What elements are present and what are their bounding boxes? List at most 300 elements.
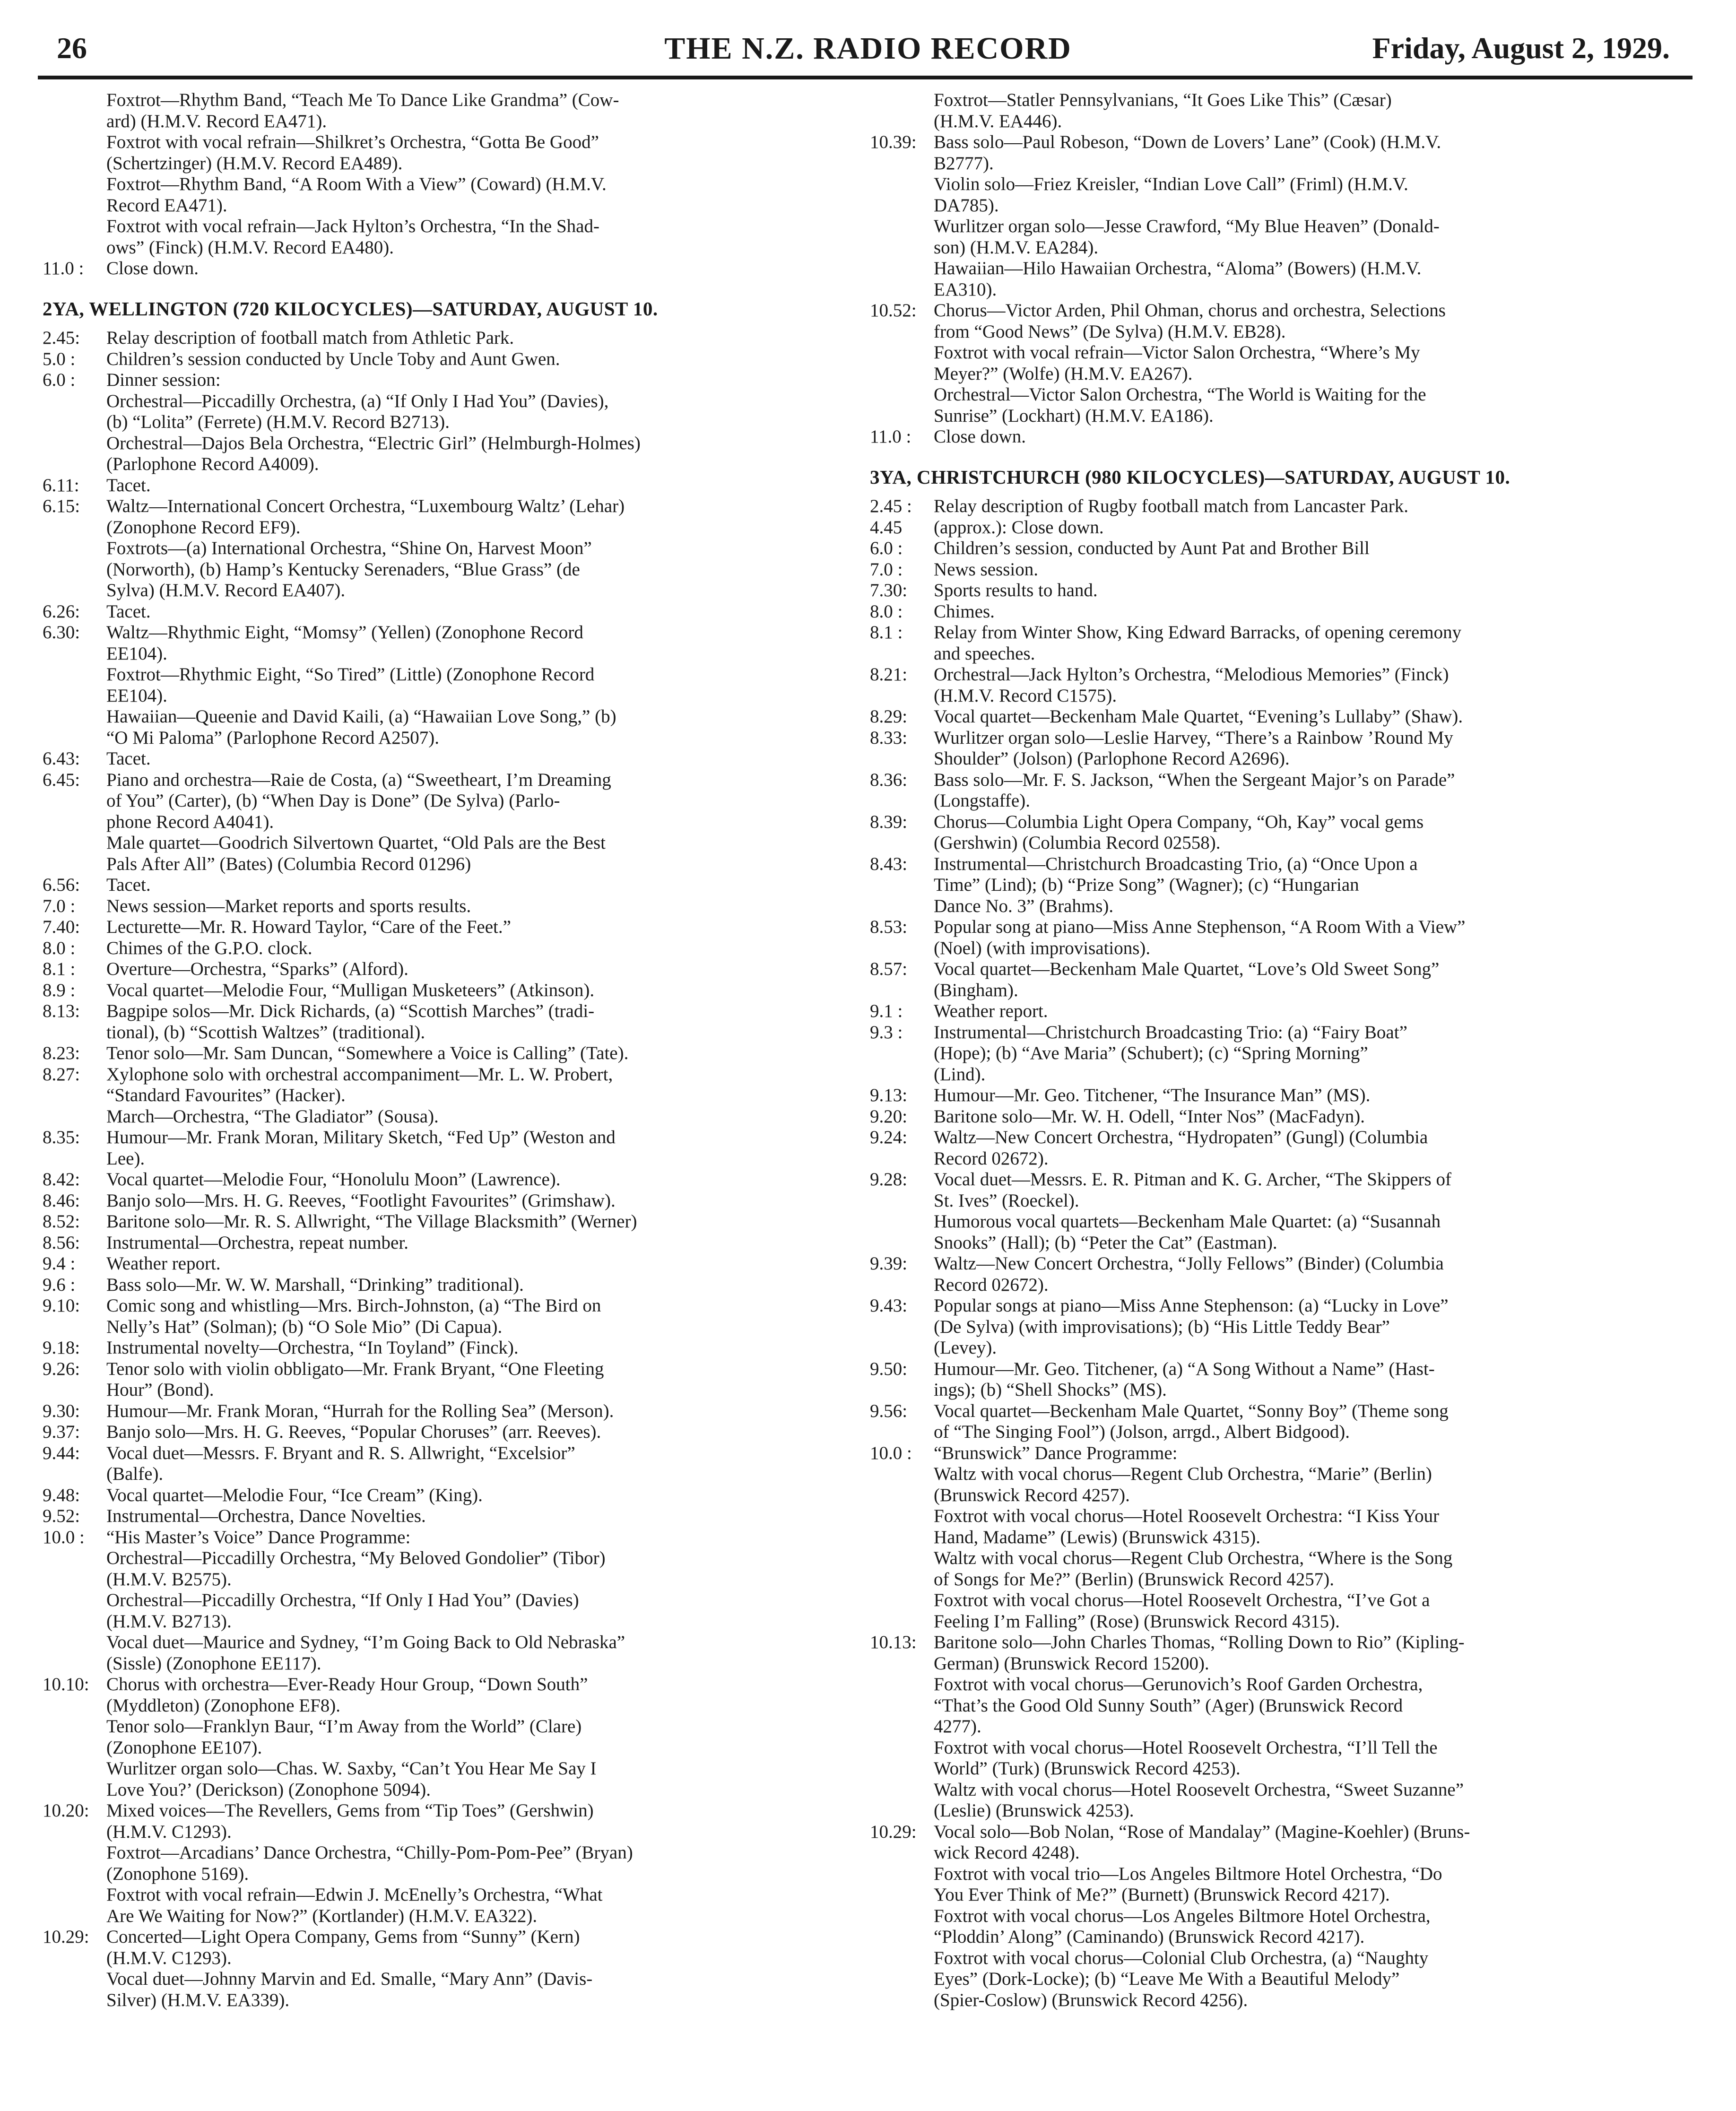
programme-line: Hawaiian—Hilo Hawaiian Orchestra, “Aloma” (Bowers) (H.M.V.	[934, 258, 1422, 278]
programme-line: Foxtrot—Rhythm Band, “Teach Me To Dance Like Grandma” (Cow-	[106, 90, 619, 110]
programme-entry	[870, 1085, 1669, 1106]
programme-entry	[43, 1927, 842, 1969]
programme-item	[106, 1485, 842, 1506]
station-heading: 2YA, WELLINGTON (720 KILOCYCLES)—SATURDAY, AUGUST 10.	[43, 297, 658, 320]
programme-line: Vocal quartet—Beckenham Male Quartet, “Evening’s Lullaby” (Shaw).	[934, 706, 1463, 727]
programme-line: Tenor solo with violin obbligato—Mr. Frank Bryant, “One Fleeting	[106, 1358, 604, 1379]
programme-line: Are We Waiting for Now?” (Kortlander) (H.M.V. EA322).	[106, 1905, 538, 1926]
programme-time	[43, 664, 106, 706]
programme-line: Humour—Mr. Geo. Titchener, (a) “A Song Without a Name” (Hast-	[934, 1358, 1435, 1379]
programme-time: 8.29:	[870, 706, 908, 727]
programme-time: 7.40:	[43, 917, 80, 937]
programme-time	[43, 1885, 106, 1927]
programme-line: (Zonophone Record EF9).	[106, 517, 301, 538]
programme-entry	[43, 1106, 842, 1128]
programme-time: 6.15:	[43, 496, 80, 516]
programme-entry	[870, 1906, 1669, 1948]
programme-item	[934, 1632, 1669, 1674]
programme-entry	[43, 1001, 842, 1043]
programme-entry	[870, 917, 1669, 959]
programme-time: 8.53:	[870, 917, 908, 937]
programme-item	[106, 875, 842, 896]
programme-line: Record 02672).	[934, 1274, 1049, 1295]
programme-item	[934, 1001, 1669, 1022]
publication-title: THE N.Z. RADIO RECORD	[664, 31, 1072, 66]
programme-item	[934, 1548, 1669, 1590]
programme-line: Relay description of Rugby football match from Lancaster Park.	[934, 496, 1408, 516]
programme-item	[106, 258, 842, 279]
programme-item	[934, 1506, 1669, 1548]
programme-line: Baritone solo—John Charles Thomas, “Rolling Down to Rio” (Kipling-	[934, 1632, 1465, 1652]
programme-item	[934, 812, 1669, 854]
programme-line: Humour—Mr. Frank Moran, Military Sketch, “Fed Up” (Weston and	[106, 1127, 616, 1147]
programme-item	[106, 1758, 842, 1800]
programme-line: Vocal solo—Bob Nolan, “Rose of Mandalay” (Magine-Koehler) (Bruns-	[934, 1821, 1470, 1842]
programme-item	[934, 426, 1669, 448]
programme-line: tional), (b) “Scottish Waltzes” (traditional).	[106, 1022, 425, 1042]
programme-item	[106, 216, 842, 258]
programme-line: Close down.	[934, 426, 1026, 447]
programme-entry	[43, 1359, 842, 1401]
programme-entry	[870, 258, 1669, 300]
programme-item	[106, 1632, 842, 1674]
programme-item	[934, 1022, 1669, 1086]
programme-time: 9.50:	[870, 1358, 908, 1379]
programme-line: EE104).	[106, 685, 167, 706]
programme-line: Piano and orchestra—Raie de Costa, (a) “Sweetheart, I’m Dreaming	[106, 769, 611, 790]
programme-line: Foxtrot with vocal trio—Los Angeles Biltmore Hotel Orchestra, “Do	[934, 1863, 1442, 1884]
programme-item	[106, 1716, 842, 1758]
programme-item	[106, 896, 842, 917]
programme-entry	[870, 770, 1669, 812]
programme-line: Children’s session, conducted by Aunt Pat and Brother Bill	[934, 538, 1370, 558]
programme-line: Children’s session conducted by Uncle Toby and Aunt Gwen.	[106, 348, 560, 369]
programme-line: Orchestral—Jack Hylton’s Orchestra, “Melodious Memories” (Finck)	[934, 664, 1449, 685]
programme-line: News session.	[934, 559, 1038, 580]
programme-line: Waltz with vocal chorus—Hotel Roosevelt Orchestra, “Sweet Suzanne”	[934, 1779, 1464, 1800]
programme-line: Close down.	[106, 258, 199, 278]
programme-time: 6.0 :	[870, 538, 903, 558]
programme-line: Vocal quartet—Beckenham Male Quartet, “Love’s Old Sweet Song”	[934, 959, 1440, 979]
programme-entry	[870, 538, 1669, 559]
programme-entry	[870, 517, 1669, 539]
programme-entry	[870, 1359, 1669, 1401]
programme-time: 10.52:	[870, 300, 917, 321]
programme-time	[43, 833, 106, 875]
programme-time: 8.1 :	[43, 959, 76, 979]
programme-line: Chorus with orchestra—Ever-Ready Hour Group, “Down South”	[106, 1674, 588, 1694]
programme-time: 4.45	[870, 517, 903, 538]
programme-time: 8.0 :	[870, 601, 903, 622]
programme-line: Instrumental—Christchurch Broadcasting Trio: (a) “Fairy Boat”	[934, 1022, 1407, 1042]
programme-item	[106, 622, 842, 664]
programme-item	[934, 1674, 1669, 1737]
programme-entry	[43, 1885, 842, 1927]
programme-entry	[870, 580, 1669, 601]
programme-line: (Hope); (b) “Ave Maria” (Schubert); (c) “Spring Morning”	[934, 1043, 1368, 1063]
programme-line: March—Orchestra, “The Gladiator” (Sousa).	[106, 1106, 439, 1127]
programme-item	[106, 601, 842, 623]
programme-line: World” (Turk) (Brunswick Record 4253).	[934, 1758, 1241, 1779]
programme-time: 9.28:	[870, 1169, 908, 1190]
programme-line: Bass solo—Mr. W. W. Marshall, “Drinking” traditional).	[106, 1274, 524, 1295]
programme-time	[43, 1716, 106, 1758]
programme-line: Instrumental—Christchurch Broadcasting Trio, (a) “Once Upon a	[934, 853, 1418, 874]
programme-line: Banjo solo—Mrs. H. G. Reeves, “Popular Choruses” (arr. Reeves).	[106, 1422, 601, 1442]
programme-line: (H.M.V. B2575).	[106, 1569, 232, 1590]
programme-entry	[870, 1822, 1669, 1864]
programme-item	[106, 1401, 842, 1422]
programme-line: Vocal quartet—Melodie Four, “Honolulu Moon” (Lawrence).	[106, 1169, 561, 1190]
programme-time: 9.6 :	[43, 1274, 76, 1295]
programme-line: Lecturette—Mr. R. Howard Taylor, “Care of the Feet.”	[106, 917, 511, 937]
programme-line: Pals After All” (Bates) (Columbia Record 01296)	[106, 853, 471, 874]
programme-item	[106, 475, 842, 496]
programme-line: from “Good News” (De Sylva) (H.M.V. EB28).	[934, 321, 1286, 342]
programme-entry	[43, 938, 842, 959]
programme-item	[106, 1169, 842, 1190]
programme-item	[106, 748, 842, 770]
programme-time: 6.43:	[43, 748, 80, 769]
programme-entry	[870, 1864, 1669, 1906]
programme-item	[934, 1295, 1669, 1359]
programme-time: 8.0 :	[43, 938, 76, 958]
programme-line: Waltz—International Concert Orchestra, “Luxembourg Waltz’ (Lehar)	[106, 496, 625, 516]
programme-line: (Zonophone 5169).	[106, 1863, 249, 1884]
programme-time: 8.35:	[43, 1127, 80, 1147]
programme-item	[934, 622, 1669, 664]
programme-time: 9.39:	[870, 1253, 908, 1274]
programme-line: (H.M.V. C1293).	[106, 1821, 232, 1842]
programme-item	[934, 1359, 1669, 1401]
programme-time: 8.9 :	[43, 980, 76, 1000]
programme-item	[934, 580, 1669, 601]
programme-entry	[43, 917, 842, 938]
programme-line: ings); (b) “Shell Shocks” (MS).	[934, 1380, 1167, 1400]
programme-line: Waltz—New Concert Orchestra, “Jolly Fellows” (Binder) (Columbia	[934, 1253, 1444, 1274]
programme-time: 9.52:	[43, 1506, 80, 1526]
programme-time: 8.57:	[870, 959, 908, 979]
programme-time: 10.13:	[870, 1632, 917, 1652]
programme-line: Humour—Mr. Frank Moran, “Hurrah for the Rolling Sea” (Merson).	[106, 1400, 614, 1421]
programme-line: Snooks” (Hall); (b) “Peter the Cat” (Eastman).	[934, 1232, 1277, 1253]
programme-item	[934, 1211, 1669, 1253]
programme-time	[870, 216, 934, 258]
programme-entry	[870, 174, 1669, 216]
programme-line: Tacet.	[106, 748, 151, 769]
programme-line: DA785).	[934, 195, 999, 216]
programme-time	[870, 258, 934, 300]
programme-line: Foxtrot—Rhythmic Eight, “So Tired” (Little) (Zonophone Record	[106, 664, 595, 685]
programme-time	[870, 1590, 934, 1632]
programme-entry	[43, 959, 842, 980]
programme-entry	[43, 90, 842, 132]
programme-line: Vocal duet—Maurice and Sydney, “I’m Going Back to Old Nebraska”	[106, 1632, 625, 1652]
programme-item	[934, 959, 1669, 1001]
programme-entry	[870, 342, 1669, 384]
programme-entry	[43, 258, 842, 279]
programme-entry	[870, 496, 1669, 517]
programme-line: ard) (H.M.V. Record EA471).	[106, 111, 327, 131]
programme-line: Foxtrot—Rhythm Band, “A Room With a View” (Coward) (H.M.V.	[106, 174, 607, 194]
programme-line: Foxtrot with vocal refrain—Edwin J. McEnelly’s Orchestra, “What	[106, 1885, 603, 1905]
programme-line: Sylva) (H.M.V. Record EA407).	[106, 580, 346, 600]
programme-entry	[870, 1211, 1669, 1253]
programme-entry	[43, 370, 842, 391]
programme-entry	[870, 559, 1669, 581]
programme-time: 9.13:	[870, 1085, 908, 1105]
programme-line: St. Ives” (Roeckel).	[934, 1190, 1079, 1211]
programme-item	[934, 1085, 1669, 1106]
programme-line: Nelly’s Hat” (Solman); (b) “O Sole Mio” (Di Capua).	[106, 1316, 503, 1337]
programme-line: “Standard Favourites” (Hacker).	[106, 1085, 346, 1105]
programme-entry	[43, 1548, 842, 1590]
programme-item	[106, 538, 842, 601]
programme-item	[106, 664, 842, 706]
programme-line: Instrumental—Orchestra, repeat number.	[106, 1232, 408, 1253]
programme-entry	[43, 622, 842, 664]
programme-line: Baritone solo—Mr. W. H. Odell, “Inter Nos” (MacFadyn).	[934, 1106, 1365, 1127]
programme-line: Waltz with vocal chorus—Regent Club Orchestra, “Where is the Song	[934, 1548, 1453, 1568]
programme-entry	[870, 812, 1669, 854]
programme-item	[106, 833, 842, 875]
programme-line: Foxtrot with vocal chorus—Los Angeles Biltmore Hotel Orchestra,	[934, 1905, 1431, 1926]
programme-line: Foxtrot with vocal chorus—Gerunovich’s Roof Garden Orchestra,	[934, 1674, 1423, 1694]
programme-entry	[43, 1127, 842, 1169]
programme-entry	[870, 1674, 1669, 1737]
programme-line: Wurlitzer organ solo—Leslie Harvey, “There’s a Rainbow ’Round My	[934, 727, 1453, 748]
programme-time	[870, 1737, 934, 1780]
programme-line: Bagpipe solos—Mr. Dick Richards, (a) “Scottish Marches” (tradi-	[106, 1001, 595, 1021]
programme-line: Chorus—Columbia Light Opera Company, “Oh, Kay” vocal gems	[934, 811, 1424, 832]
programme-time: 9.30:	[43, 1400, 80, 1421]
programme-line: Bass solo—Paul Robeson, “Down de Lovers’ Lane” (Cook) (H.M.V.	[934, 132, 1441, 152]
programme-line: Hawaiian—Queenie and David Kaili, (a) “Hawaiian Love Song,” (b)	[106, 706, 616, 727]
programme-time: 10.39:	[870, 132, 917, 152]
programme-line: Vocal duet—Johnny Marvin and Ed. Smalle, “Mary Ann” (Davis-	[106, 1969, 593, 1989]
programme-line: Time” (Lind); (b) “Prize Song” (Wagner); (c) “Hungarian	[934, 875, 1359, 895]
programme-line: (Norworth), (b) Hamp’s Kentucky Serenaders, “Blue Grass” (de	[106, 559, 580, 580]
programme-time	[43, 1632, 106, 1674]
programme-line: Vocal duet—Messrs. F. Bryant and R. S. Allwright, “Excelsior”	[106, 1442, 575, 1463]
programme-time: 9.4 :	[43, 1253, 76, 1274]
programme-line: Instrumental novelty—Orchestra, “In Toyland” (Finck).	[106, 1338, 519, 1358]
programme-entry	[43, 391, 842, 433]
programme-time	[43, 216, 106, 258]
programme-time	[870, 1780, 934, 1822]
programme-line: Baritone solo—Mr. R. S. Allwright, “The Village Blacksmith” (Werner)	[106, 1211, 637, 1232]
programme-entry	[43, 1338, 842, 1359]
programme-entry	[43, 1716, 842, 1758]
programme-line: (H.M.V. Record C1575).	[934, 685, 1117, 706]
programme-entry	[870, 426, 1669, 448]
programme-item	[106, 917, 842, 938]
programme-time	[870, 1948, 934, 2011]
programme-time	[870, 90, 934, 132]
programme-time: 2.45 :	[870, 496, 912, 516]
programme-time: 8.46:	[43, 1190, 80, 1211]
programme-line: Record 02672).	[934, 1148, 1049, 1169]
programme-item	[934, 1590, 1669, 1632]
programme-entry	[43, 748, 842, 770]
programme-line: Waltz with vocal chorus—Regent Club Orchestra, “Marie” (Berlin)	[934, 1464, 1432, 1484]
header-rule	[38, 76, 1693, 79]
programme-line: Love You?’ (Derickson) (Zonophone 5094).	[106, 1779, 431, 1800]
programme-item	[934, 1106, 1669, 1128]
programme-line: Wurlitzer organ solo—Chas. W. Saxby, “Can’t You Hear Me Say I	[106, 1758, 597, 1779]
programme-item	[106, 1295, 842, 1338]
programme-item	[934, 1253, 1669, 1295]
programme-line: (Levey).	[934, 1338, 997, 1358]
programme-item	[934, 1464, 1669, 1506]
programme-entry	[43, 1758, 842, 1800]
programme-line: Record EA471).	[106, 195, 227, 216]
programme-time: 10.29:	[43, 1927, 89, 1947]
programme-time	[43, 90, 106, 132]
programme-line: Chimes of the G.P.O. clock.	[106, 938, 312, 958]
programme-time: 9.1 :	[870, 1001, 903, 1021]
programme-item	[106, 1590, 842, 1632]
programme-time: 7.0 :	[870, 559, 903, 580]
programme-line: son) (H.M.V. EA284).	[934, 237, 1099, 258]
programme-time	[870, 174, 934, 216]
programme-item	[106, 1275, 842, 1296]
programme-item	[106, 1190, 842, 1212]
programme-line: of Songs for Me?” (Berlin) (Brunswick Record 4257).	[934, 1569, 1334, 1590]
programme-line: EE104).	[106, 643, 167, 664]
programme-item	[106, 1338, 842, 1359]
programme-item	[106, 1043, 842, 1064]
programme-time: 6.45:	[43, 769, 80, 790]
programme-entry	[870, 1464, 1669, 1506]
programme-item	[106, 496, 842, 538]
programme-entry	[870, 706, 1669, 728]
programme-line: (Spier-Coslow) (Brunswick Record 4256).	[934, 1989, 1248, 2010]
programme-item	[106, 90, 842, 132]
programme-time: 9.20:	[870, 1106, 908, 1127]
programme-entry	[43, 1527, 842, 1548]
programme-item	[934, 258, 1669, 300]
programme-entry	[43, 1043, 842, 1064]
programme-entry	[870, 1106, 1669, 1128]
programme-item	[934, 496, 1669, 517]
programme-entry	[870, 1127, 1669, 1169]
programme-item	[106, 1106, 842, 1128]
page-header	[0, 31, 1736, 83]
station-heading: 3YA, CHRISTCHURCH (980 KILOCYCLES)—SATURDAY, AUGUST 10.	[870, 466, 1510, 488]
programme-entry	[43, 1632, 842, 1674]
programme-line: Foxtrot with vocal refrain—Shilkret’s Orchestra, “Gotta Be Good”	[106, 132, 599, 152]
programme-entry	[870, 1632, 1669, 1674]
programme-item	[934, 706, 1669, 728]
programme-line: (Brunswick Record 4257).	[934, 1485, 1130, 1505]
programme-time: 2.45:	[43, 328, 80, 348]
programme-time: 8.13:	[43, 1001, 80, 1021]
programme-time	[43, 1969, 106, 2011]
programme-time	[43, 1842, 106, 1885]
programme-time	[870, 1864, 934, 1906]
programme-line: of You” (Carter), (b) “When Day is Done” (De Sylva) (Parlo-	[106, 791, 560, 811]
programme-line: Xylophone solo with orchestral accompaniment—Mr. L. W. Probert,	[106, 1064, 613, 1085]
programme-line: (Zonophone EE107).	[106, 1737, 262, 1758]
programme-item	[934, 664, 1669, 706]
programme-line: Vocal duet—Messrs. E. R. Pitman and K. G. Archer, “The Skippers of	[934, 1169, 1451, 1190]
programme-item	[934, 216, 1669, 258]
programme-line: (H.M.V. EA446).	[934, 111, 1062, 131]
programme-time: 8.43:	[870, 853, 908, 874]
programme-item	[934, 1169, 1669, 1211]
programme-time: 9.43:	[870, 1295, 908, 1316]
programme-line: (b) “Lolita” (Ferrete) (H.M.V. Record B2713).	[106, 412, 450, 432]
programme-item	[106, 938, 842, 959]
programme-item	[934, 132, 1669, 174]
programme-entry	[870, 1295, 1669, 1359]
right-column	[870, 90, 1669, 2011]
programme-time	[870, 1674, 934, 1737]
programme-line: You Ever Think of Me?” (Burnett) (Brunswick Record 4217).	[934, 1885, 1390, 1905]
programme-item	[934, 174, 1669, 216]
programme-entry	[870, 1948, 1669, 2011]
programme-item	[106, 1674, 842, 1716]
programme-item	[934, 1780, 1669, 1822]
programme-item	[106, 370, 842, 391]
programme-line: Mixed voices—The Revellers, Gems from “Tip Toes” (Gershwin)	[106, 1800, 594, 1821]
programme-time: 8.21:	[870, 664, 908, 685]
programme-time	[43, 174, 106, 216]
programme-line: Overture—Orchestra, “Sparks” (Alford).	[106, 959, 408, 979]
programme-entry	[870, 1506, 1669, 1548]
programme-entry	[870, 1737, 1669, 1780]
publication-date: Friday, August 2, 1929.	[1372, 31, 1670, 65]
programme-line: Sports results to hand.	[934, 580, 1098, 600]
programme-line: Feeling I’m Falling” (Rose) (Brunswick Record 4315).	[934, 1611, 1340, 1632]
programme-line: Tacet.	[106, 601, 151, 622]
programme-item	[106, 1253, 842, 1275]
programme-entry	[870, 1548, 1669, 1590]
programme-line: Hand, Madame” (Lewis) (Brunswick 4315).	[934, 1527, 1260, 1547]
programme-time: 7.0 :	[43, 895, 76, 916]
programme-item	[934, 517, 1669, 539]
programme-item	[934, 1127, 1669, 1169]
programme-time	[870, 1211, 934, 1253]
programme-line: Waltz—New Concert Orchestra, “Hydropaten” (Gungl) (Columbia	[934, 1127, 1428, 1147]
programme-time	[43, 1590, 106, 1632]
programme-time: 9.26:	[43, 1358, 80, 1379]
programme-time	[870, 1464, 934, 1506]
programme-item	[934, 1906, 1669, 1948]
programme-line: Dance No. 3” (Brahms).	[934, 895, 1114, 916]
programme-entry	[870, 1169, 1669, 1211]
programme-time	[870, 1906, 934, 1948]
programme-line: Waltz—Rhythmic Eight, “Momsy” (Yellen) (Zonophone Record	[106, 622, 583, 643]
programme-entry	[870, 728, 1669, 770]
programme-time: 8.52:	[43, 1211, 80, 1232]
programme-time	[870, 384, 934, 426]
programme-entry	[870, 90, 1669, 132]
programme-item	[106, 1800, 842, 1842]
programme-entry	[870, 1443, 1669, 1464]
programme-line: Concerted—Light Opera Company, Gems from “Sunny” (Kern)	[106, 1927, 580, 1947]
programme-entry	[43, 1842, 842, 1885]
programme-line: (approx.): Close down.	[934, 517, 1104, 538]
programme-time: 10.0 :	[870, 1442, 912, 1463]
programme-line: Instrumental—Orchestra, Dance Novelties.	[106, 1506, 426, 1526]
programme-entry	[870, 601, 1669, 623]
programme-entry	[43, 1275, 842, 1296]
programme-time: 9.37:	[43, 1422, 80, 1442]
programme-line: Relay from Winter Show, King Edward Barracks, of opening ceremony	[934, 622, 1462, 643]
programme-time: 8.27:	[43, 1064, 80, 1085]
